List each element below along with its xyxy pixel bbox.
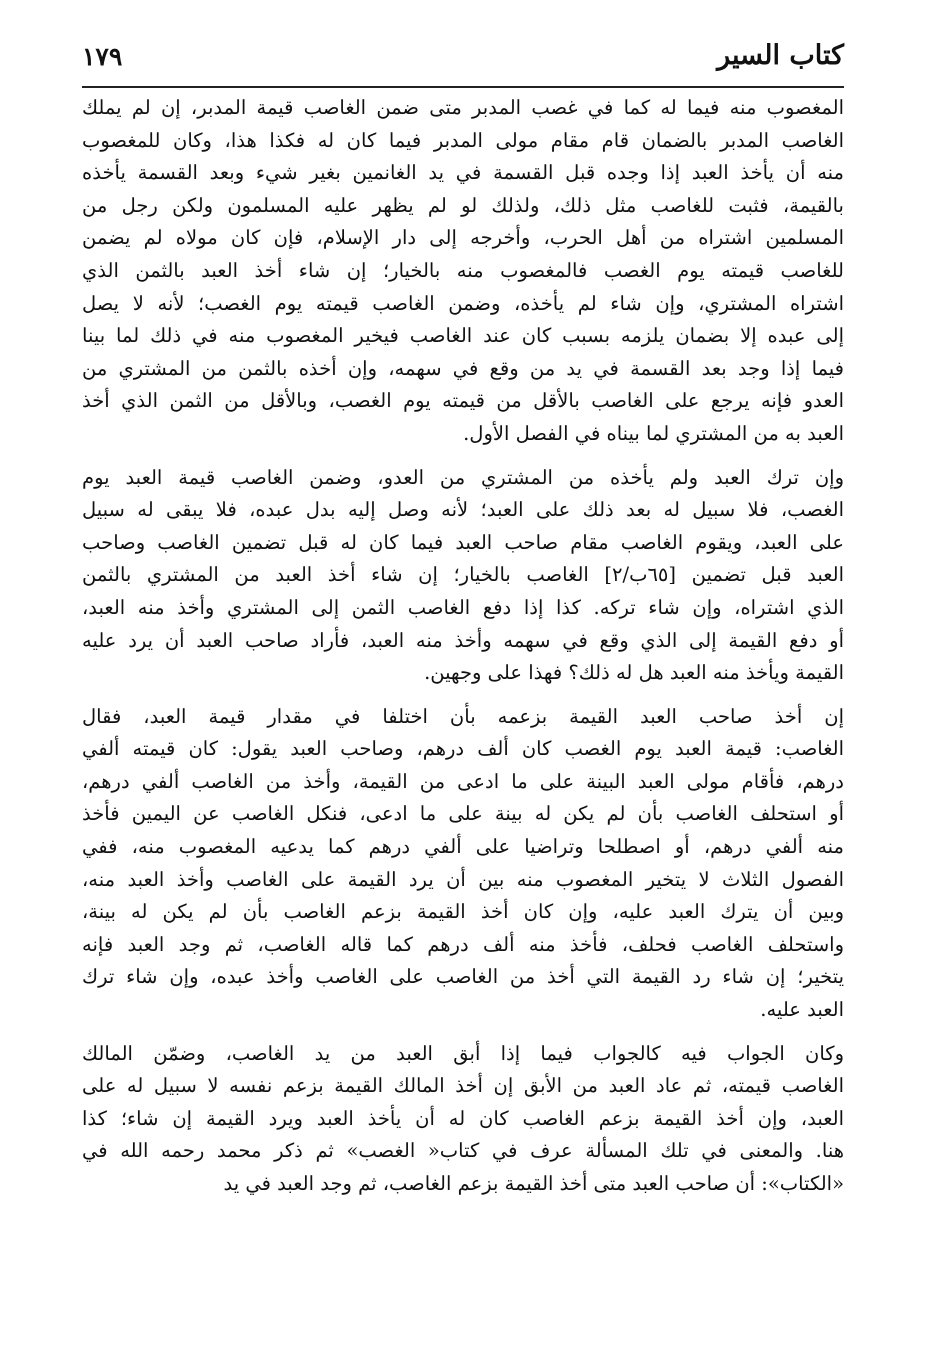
text-line: العبد، وإن أخذ القيمة بزعم الغاصب كان له أن يأخذ العبد ويرد القيمة إن شاء؛ كذا: [82, 1106, 844, 1130]
paragraph-gap: [82, 690, 844, 701]
text-line: اشتراه المشتري، وإن شاء لم يأخذه، وضمن الغاصب قيمته يوم الغصب؛ لأنه لا يصل: [82, 291, 844, 315]
text-line: درهم، فأقام مولى العبد البينة على ما ادعى من القيمة، وأخذ من الغاصب ألفي درهم،: [82, 769, 844, 793]
text-line: منه ألفي درهم، أو اصطلحا وتراضيا على ألفي درهم كما يدعيه المغصوب منه، ففي: [82, 835, 844, 859]
text-line: فيما إذا وجد بعد القسمة في يد من وقع في سهمه، وإن أخذه بالثمن من المشتري من: [82, 356, 844, 380]
text-line: الغاصب المدبر بالضمان قام مقام مولى المدبر فيما كان له فكذا هذا، وكان للمغصوب: [82, 128, 844, 152]
text-line: واستحلف الغاصب فحلف، فأخذ منه ألف درهم كما قاله الغاصب، ثم وجد العبد فإنه: [82, 932, 844, 956]
text-line: الفصول الثلاث لا يتخير المغصوب منه بين أن يرد القيمة على الغاصب وأخذ العبد منه،: [82, 867, 844, 891]
text-line: المغصوب منه فيما له كما في غصب المدبر متى ضمن الغاصب قيمة المدبر، إن لم يملك: [82, 96, 844, 119]
page-header: [82, 30, 844, 88]
paragraph-gap: [82, 1027, 844, 1038]
text-line: هنا. والمعنى في تلك المسألة عرف في كتاب« الغصب» ثم ذكر محمد رحمه الله في: [82, 1139, 844, 1163]
paragraph-gap: [82, 451, 844, 462]
text-line: للغاصب قيمته يوم الغصب فالمغصوب منه بالخيار؛ إن شاء أخذ العبد بالثمن الذي: [82, 258, 844, 282]
text-line: إن أخذ صاحب العبد القيمة بزعمه بأن اختلفا في مقدار قيمة العبد، فقال: [82, 704, 844, 728]
text-line: أو دفع القيمة إلى الذي وقع في سهمه وأخذ منه العبد، فأراد صاحب العبد أن يرد عليه: [82, 628, 844, 652]
paragraph: [82, 462, 844, 690]
text-line: وكان الجواب فيه كالجواب فيما إذا أبق العبد من يد الغاصب، وضمّن المالك: [82, 1041, 844, 1065]
text-line: منه أن يأخذ العبد إذا وجده قبل القسمة في يد الغانمين بغير شيء وبعد القسمة يأخذه: [82, 161, 844, 185]
text-line: على العبد، ويقوم الغاصب مقام صاحب العبد فيما كان له قبل تضمين الغاصب وصاحب: [82, 530, 844, 554]
text-line: الغاصب قيمته، ثم عاد العبد من الأبق إن أخذ المالك القيمة بزعم نفسه لا سبيل له على: [82, 1074, 844, 1098]
running-title: كتاب السير: [717, 40, 844, 71]
page-body: [82, 92, 844, 1201]
text-line: الغاصب: قيمة العبد يوم الغصب كان ألف درهم، وصاحب العبد يقول: كان قيمته ألفي: [82, 737, 844, 761]
text-line: إلى عبده إلا بضمان يلزمه بسبب كان عند الغاصب فيخير المغصوب منه في ذلك لما بينا: [82, 324, 844, 348]
paragraph: [82, 92, 844, 451]
text-line: الغصب، فلا سبيل له بعد ذلك على العبد؛ لأنه وصل إليه بدل عبده، فلا يبقى له سبيل: [82, 498, 844, 522]
paragraph: [82, 701, 844, 1027]
text-line: بالقيمة، فثبت للغاصب مثل ذلك، ولذلك لو لم يظهر عليه المسلمون ولكن رجل من: [82, 193, 844, 217]
text-line: «الكتاب»: أن صاحب العبد متى أخذ القيمة بزعم الغاصب، ثم وجد العبد في يد: [223, 1172, 844, 1195]
text-line: يتخير؛ إن شاء رد القيمة التي أخذ من الغاصب على الغاصب وأخذ عبده، وإن شاء ترك: [82, 965, 844, 989]
paragraph: [82, 1038, 844, 1201]
text-line: العبد قبل تضمين [٦٥ب/٢] الغاصب بالخيار؛ إن شاء أخذ العبد من المشتري بالثمن: [82, 563, 844, 587]
text-line: القيمة ويأخذ منه العبد هل له ذلك؟ فهذا على وجهين.: [424, 661, 844, 685]
text-line: وبين أن يترك العبد عليه، وإن كان أخذ القيمة بزعم الغاصب بأن لم يكن له بينة،: [82, 900, 844, 924]
text-line: أو استحلف الغاصب بأن لم يكن له بينة على ما ادعى، فنكل الغاصب عن اليمين فأخذ: [82, 802, 844, 826]
page-number: ١٧٩: [82, 42, 123, 71]
text-line: الذي اشتراه، وإن شاء تركه. كذا إذا دفع الغاصب الثمن إلى المشتري وأخذ منه العبد،: [82, 595, 844, 619]
text-line: العدو فإنه يرجع على الغاصب بالأقل من قيمته يوم الغصب، وبالأقل من الثمن الذي أخذ: [82, 389, 844, 413]
text-line: وإن ترك العبد ولم يأخذه من المشتري من العدو، وضمن الغاصب قيمة العبد يوم: [82, 465, 844, 489]
text-line: العبد به من المشتري لما بيناه في الفصل الأول.: [463, 421, 844, 445]
text-line: المسلمين اشتراه من أهل الحرب، وأخرجه إلى دار الإسلام، فإن كان مولاه لم يضمن: [82, 226, 844, 250]
text-line: العبد عليه.: [760, 998, 844, 1022]
